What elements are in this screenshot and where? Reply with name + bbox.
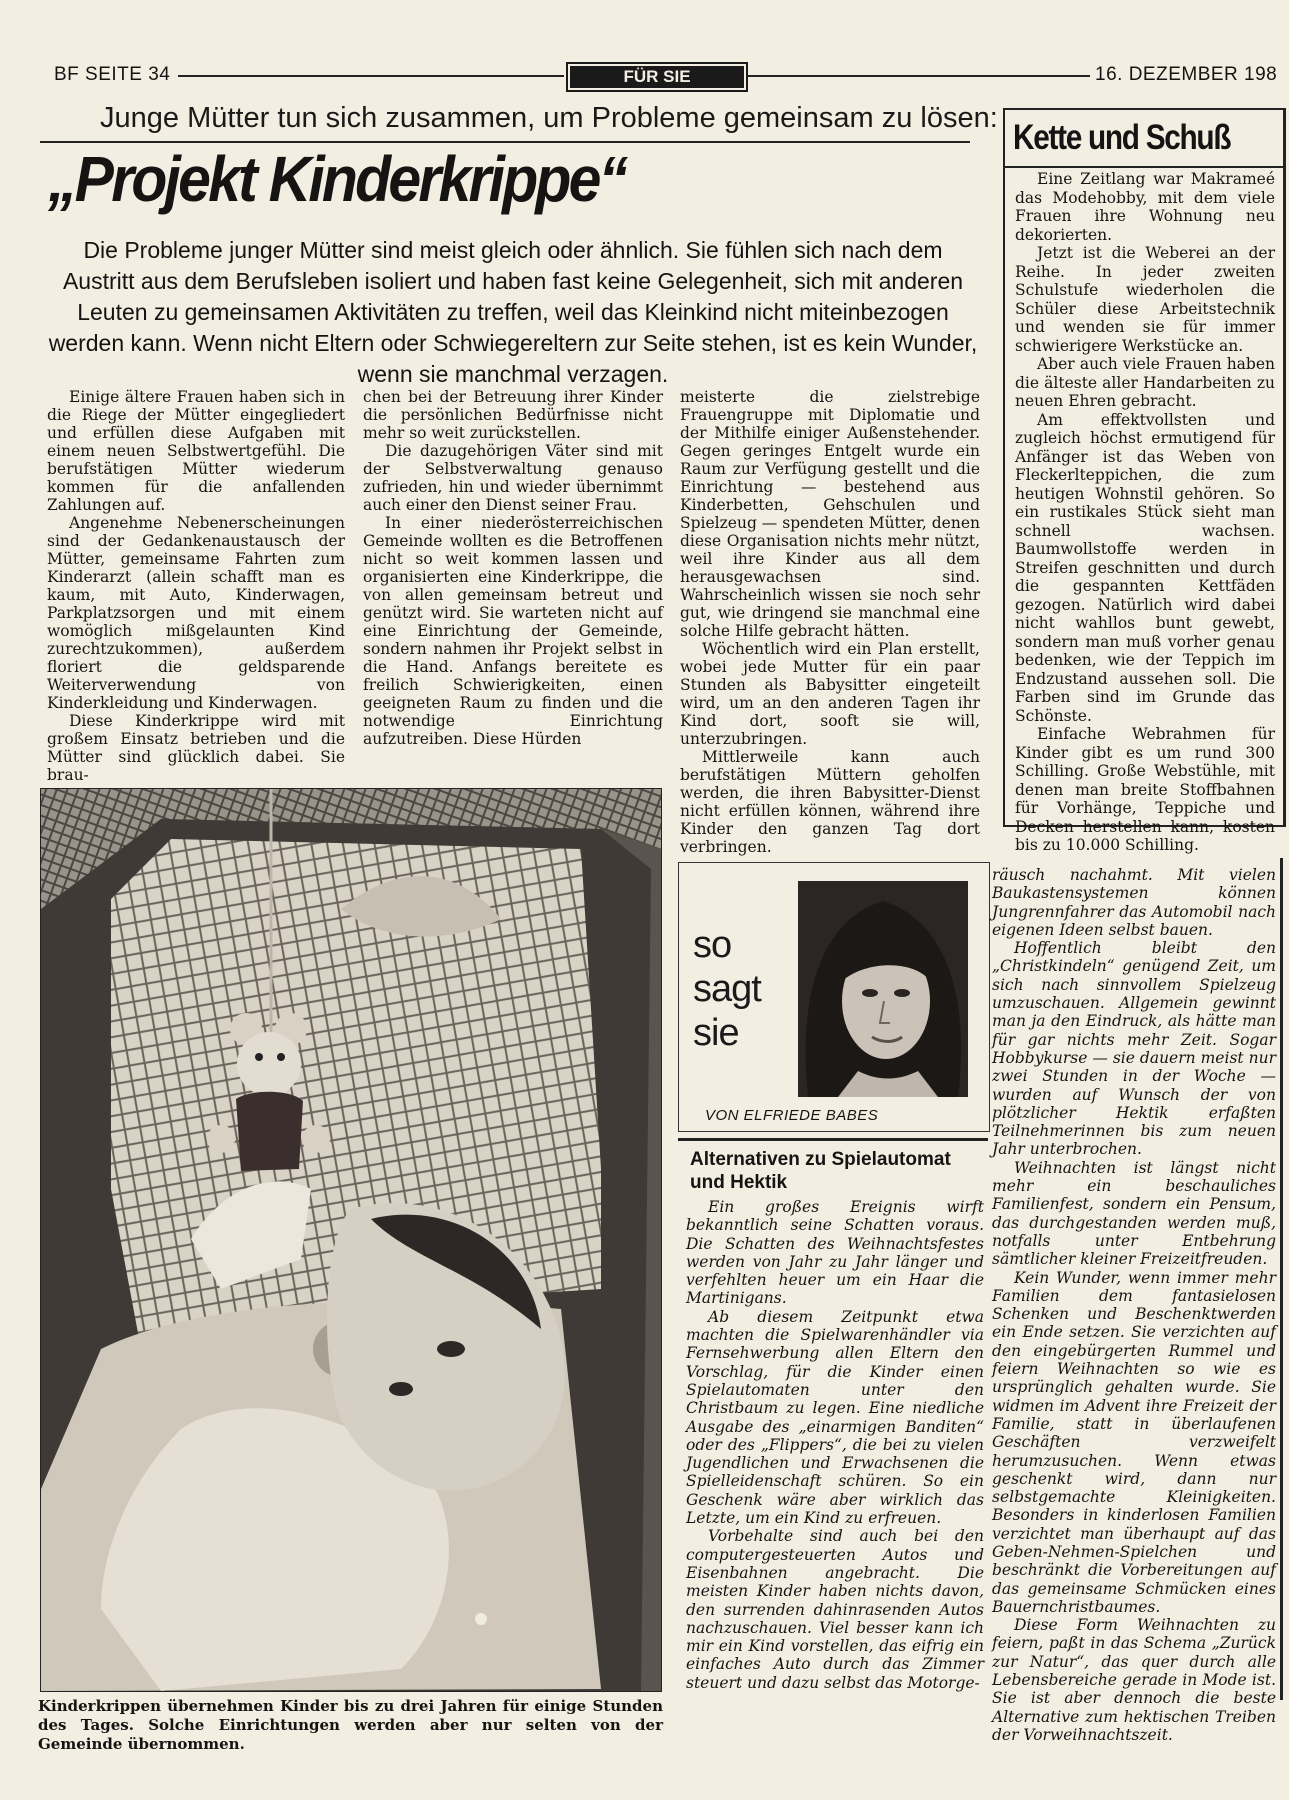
paragraph: In einer niederösterreichischen Gemeinde wollten es die Betroffenen nicht so weit kommen lassen und organisierten eine Kinderkrippe, die von allen gemeinsam betreut und genützt wird. Sie warteten nicht auf eine Einrichtung der Gemeinde, sondern nahmen ihr Projekt selbst in die Hand. Anfangs bereitete es freilich Schwierigkeiten, einen geeigneten Raum zu finden und die notwendige Einrichtung aufzutreiben. Diese Hürden [363,514,663,748]
paragraph: Angenehme Nebenerscheinungen sind der Gedankenaustausch der Mütter, gemeinsame Fahrten zum Kinderarzt (allein schafft man es kaum, mit Auto, Kinderwagen, Parkplatzsorgen und mit einem womöglich mißgelaunten Kind zurechtzukommen), außerdem floriert die geldsparende Weiterverwendung von Kinderkleidung und Kinderwagen. [47,514,345,712]
author-portrait-image [798,881,968,1097]
article-intro: Die Probleme junger Mütter sind meist gleich oder ähnlich. Sie fühlen sich nach dem Austritt aus dem Berufsleben isoliert und haben fast keine Gelegenheit, sich mit anderen Leuten zu gemeinsamen Aktivitäten zu treffen, weil das Kleinkind nicht miteinbezogen werden kann. Wenn nicht Eltern oder Schwiegereltern zur Seite stehen, ist es kein Wunder, wenn sie manchmal verzagen. [48,237,978,387]
issue-date: 16. DEZEMBER 198 [1095,64,1278,85]
sidebar-body [1015,170,1275,855]
column-label [693,923,761,1055]
paragraph: Vorbehalte sind auch bei den computergesteuerten Autos und Eisenbahnen angebracht. Die meisten Kinder haben nichts davon, den surrenden dahinrasenden Autos nachzuschauen. Viel besser kann ich mir ein Kind vorstellen, das eifrig ein einfaches Auto durch das Zimmer steuert und dazu selbst das Motorge- [686,1527,984,1692]
paragraph: Einfache Webrahmen für Kinder gibt es um rund 300 Schilling. Große Webstühle, mit denen man breite Stoffbahnen für Vorhänge, Teppiche und Decken herstellen kann, kosten bis zu 10.000 Schilling. [1015,725,1275,854]
masthead-rule-right [746,75,1090,77]
paragraph: Mittlerweile kann auch berufstätigen Müttern geholfen werden, die ihren Babysitter-Dienst nicht erfüllen können, während ihre Kinder den ganzen Tag dort verbringen. [680,748,980,856]
paragraph: Jetzt ist die Weberei an der Reihe. In jeder zweiten Schulstufe wiederholen die Schüler diese Arbeitstechnik und wenden sie für immer schwierigere Werkstücke an. [1015,244,1275,355]
sidebar-title: Kette und Schuß [1013,118,1231,157]
paragraph: Am effektvollsten und zugleich höchst ermutigend für Anfänger ist das Weben von Fleckerlteppichen, die zum heutigen Wohnstil gehören. So ein rustikales Stück sieht man schnell wachsen. Baumwollstoffe werden in Streifen geschnitten und durch die gespannten Kettfäden gezogen. Natürlich wird dabei nicht wahllos bunt gewebt, sondern man muß vorher genau bedenken, wie der Teppich im Endzustand aussehen soll. Die Farben sind im Grunde das Schönste. [1015,410,1275,725]
paragraph: Ab diesem Zeitpunkt etwa machten die Spielwarenhändler via Fernsehwerbung allen Eltern den Vorschlag, für die Kinder einen Spielautomaten unter den Christbaum zu legen. Eine niedliche Ausgabe des „einarmigen Banditen“ oder des „Flippers“, die bei zu vielen Jugendlichen und Erwachsenen die Spielleidenschaft schüren. So ein Geschenk wäre aber wirklich das Letzte, um ein Kind zu erfreuen. [686,1307,984,1528]
section-badge: FÜR SIE [566,62,748,92]
page-number: BF SEITE 34 [54,64,171,85]
paragraph: Einige ältere Frauen haben sich in die Riege der Mütter eingegliedert und erfüllen diese Aufgaben mit einem neuen Selbstwertgefühl. Die berufstätigen Mütter wiederum kommen für die anfallenden Zahlungen auf. [47,388,345,514]
crib-photo-image [41,789,661,1691]
photo-caption: Kinderkrippen übernehmen Kinder bis zu drei Jahren für einige Stunden des Tages. Solche Einrichtungen werden aber nur selten von der Gemeinde übernommen. [38,1697,663,1753]
masthead-rule-left [178,75,564,77]
paragraph: chen bei der Betreuung ihrer Kinder die persönlichen Bedürfnisse nicht mehr so weit zurückstellen. [363,388,663,442]
article-column-2 [363,388,663,748]
column-title: Alternativen zu Spielautomat und Hektik [690,1149,951,1193]
column-label-line: sie [693,1012,739,1054]
sidebar-rule [1005,166,1283,168]
paragraph: Kein Wunder, wenn immer mehr Familien dem fantasielosen Schenken und Beschenktwerden ein Ende setzen. Sie verzichten auf den eingebürgerten Rummel und feiern Weihnachten so wie es ursprünglich gehalten wurde. Sie widmen im Advent ihre Freizeit der Familie, statt in überlaufenen Geschäften verzweifelt herumzusuchen. Wenn etwas geschenkt wird, dann nur selbstgemachte Kleinigkeiten. Besonders in kinderlosen Familien verzichtet man überhaupt auf das Geben-Nehmen-Spielchen und beschränkt die Vorbereitungen auf das gemeinsame Schmücken eines Bauernchristbaumes. [992,1268,1276,1616]
paragraph: Diese Form Weihnachten zu feiern, paßt in das Schema „Zurück zur Natur“, das quer durch alle Lebensbereiche gerade in Mode ist. Sie ist aber dennoch die beste Alternative zum hektischen Treiben der Vorweihnachtszeit. [992,1616,1276,1744]
column-label-line: so [693,924,732,966]
column-text-b [992,866,1276,1744]
column-title-rule [678,1138,988,1141]
paragraph: Hoffentlich bleibt den „Christkindeln“ genügend Zeit, um sich nach sinnvollem Spielzeug umzuschauen. Allgemein gewinnt man ja den Eindruck, als hätte man für gar nichts mehr Zeit. Sogar Hobbykurse — sie dauern meist nur zwei Stunden in der Woche — wurden auf Wunsch der von plötzlicher Hektik erfaßten Teilnehmerinnen bis zum neuen Jahr unterbrochen. [992,939,1276,1159]
paragraph: Die dazugehörigen Väter sind mit der Selbstverwaltung genauso zufrieden, hin und wieder übernimmt auch einer den Dienst seiner Frau. [363,442,663,514]
article-headline: „Projekt Kinderkrippe“ [48,143,626,215]
paragraph: Eine Zeitlang war Makrameé das Modehobby, mit dem viele Frauen ihre Wohnung neu dekorierten. [1015,170,1275,244]
paragraph: Ein großes Ereignis wirft bekanntlich seine Schatten voraus. Die Schatten des Weihnachtsfestes werden von Jahr zu Jahr länger und verfehlten heuer um ein Haar die Martinigans. [686,1198,984,1308]
article-column-3 [680,388,980,856]
column-header-box [678,862,990,1132]
column-text-a [686,1198,984,1692]
paragraph: meisterte die zielstrebige Frauengruppe mit Diplomatie und der Mithilfe einiger Außenstehender. Gegen geringes Entgelt wurde ein Raum zur Verfügung gestellt und die Einrichtung — bestehend aus Kinderbetten, Gehschulen und Spielzeug — spendeten Mütter, denen diese Organisation nichts mehr nützt, weil ihre Kinder aus all dem herausgewachsen sind. Wahrscheinlich wissen sie noch sehr gut, wie dringend sie manchmal eine solche Hilfe gebracht hätten. [680,388,980,640]
sidebar-box [1003,108,1286,854]
paragraph: Aber auch viele Frauen haben die älteste aller Handarbeiten zu neuen Ehren gebracht. [1015,355,1275,410]
article-kicker: Junge Mütter tun sich zusammen, um Probleme gemeinsam zu lösen: [100,102,998,134]
author-byline: VON ELFRIEDE BABES [705,1107,879,1124]
paragraph: räusch nachahmt. Mit vielen Baukastensystemen können Jungrennfahrer das Automobil nach eigenen Ideen selbst bauen. [992,866,1276,939]
paragraph: Diese Kinderkrippe wird mit großem Einsatz betrieben und die Mütter sind glücklich dabei. Sie brau- [47,712,345,784]
crib-photo [40,788,662,1692]
author-portrait [798,881,968,1097]
paragraph: Wöchentlich wird ein Plan erstellt, wobei jede Mutter für ein paar Stunden als Babysitter eingeteilt wird, um an den anderen Tagen ihr Kind dort, sooft sie will, unterzubringen. [680,640,980,748]
masthead [40,62,1280,92]
column-label-line: sagt [693,968,761,1010]
paragraph: Weihnachten ist längst nicht mehr ein beschauliches Familienfest, sondern ein Pensum, das durchgestanden werden muß, notfalls unter Entbehrung sämtlicher kleiner Freizeitfreuden. [992,1158,1276,1269]
article-column-1 [47,388,345,784]
